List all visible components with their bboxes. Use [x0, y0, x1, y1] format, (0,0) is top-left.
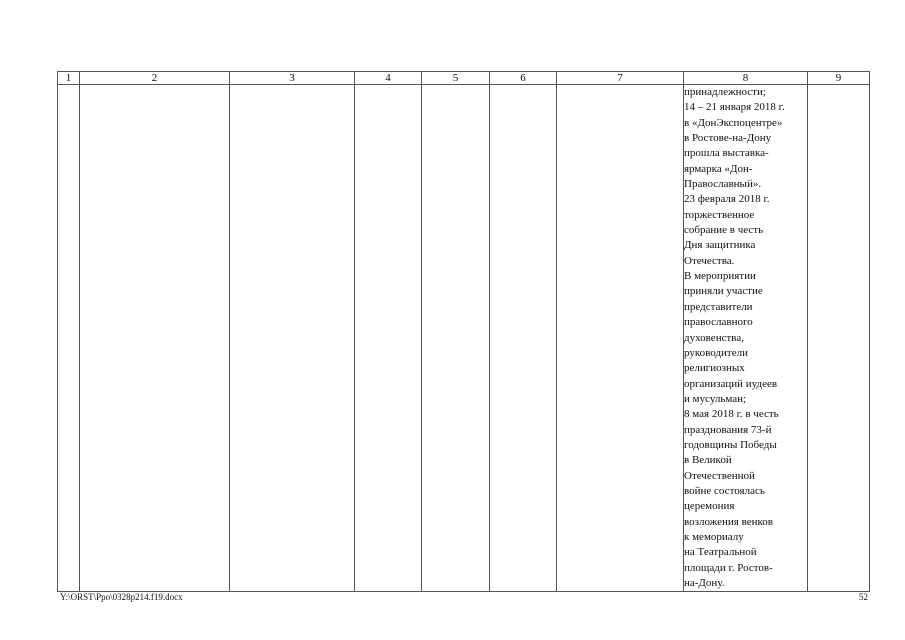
- cell-text-line: приняли участие: [684, 285, 763, 298]
- data-table: [57, 71, 870, 592]
- cell-col-9: [808, 85, 870, 592]
- cell-col-1: [58, 85, 80, 592]
- cell-text-line: прошла выставка-: [684, 147, 769, 160]
- cell-text-line: в «ДонЭкспоцентре»: [684, 116, 783, 129]
- column-header-8: 8: [684, 72, 808, 85]
- cell-text-line: Отечества.: [684, 254, 735, 267]
- cell-col-8: [684, 85, 808, 592]
- cell-text-line: представители: [684, 300, 753, 313]
- table-row: [58, 85, 870, 592]
- cell-text-line: Отечественной: [684, 469, 755, 482]
- cell-text-line: возложения венков: [684, 515, 773, 528]
- cell-text-line: годовщины Победы: [684, 438, 777, 451]
- cell-text-line: 14 – 21 января 2018 г.: [684, 101, 785, 114]
- cell-text-line: организаций иудеев: [684, 377, 778, 390]
- cell-col-2: [80, 85, 230, 592]
- cell-text-line: на Театральной: [684, 546, 757, 559]
- column-header-7: 7: [557, 72, 684, 85]
- cell-col-4: [355, 85, 422, 592]
- column-header-2: 2: [80, 72, 230, 85]
- cell-text-line: в Великой: [684, 454, 732, 467]
- cell-text-line: руководители: [684, 346, 748, 359]
- cell-text-line: торжественное: [684, 208, 755, 221]
- cell-text-line: принадлежности;: [684, 86, 766, 98]
- cell-text-line: религиозных: [684, 362, 745, 375]
- column-header-1: 1: [58, 72, 80, 85]
- cell-text-line: Православный».: [684, 178, 762, 191]
- cell-text-line: в Ростове-на-Дону: [684, 132, 772, 145]
- header-row: [58, 72, 870, 85]
- column-header-3: 3: [230, 72, 355, 85]
- column-header-5: 5: [422, 72, 490, 85]
- cell-text-line: войне состоялась: [684, 484, 765, 497]
- footer-page-number: 52: [859, 592, 868, 602]
- cell-col-7: [557, 85, 684, 592]
- cell-col-6: [490, 85, 557, 592]
- cell-text-line: на-Дону.: [684, 577, 725, 589]
- cell-text-line: В мероприятии: [684, 270, 756, 283]
- cell-text-line: православного: [684, 316, 753, 329]
- footer-file-path: Y:\ORST\Ppo\0328p214.f19.docx: [60, 592, 183, 602]
- cell-text-line: 8 мая 2018 г. в честь: [684, 408, 779, 421]
- cell-text-line: собрание в честь: [684, 224, 764, 237]
- cell-text-line: церемония: [684, 500, 735, 513]
- cell-col-3: [230, 85, 355, 592]
- cell-col-5: [422, 85, 490, 592]
- cell-text-line: площади г. Ростов-: [684, 561, 773, 574]
- cell-text-line: празднования 73-й: [684, 423, 772, 436]
- cell-text-line: и мусульман;: [684, 392, 747, 405]
- cell-col-8-text: [684, 85, 807, 591]
- cell-text-line: духовенства,: [684, 331, 744, 344]
- column-header-6: 6: [490, 72, 557, 85]
- cell-text-line: к мемориалу: [684, 530, 744, 543]
- cell-text-line: Дня защитника: [684, 239, 756, 252]
- column-header-9: 9: [808, 72, 870, 85]
- column-header-4: 4: [355, 72, 422, 85]
- cell-text-line: 23 февраля 2018 г.: [684, 193, 770, 206]
- cell-text-line: ярмарка «Дон-: [684, 162, 753, 175]
